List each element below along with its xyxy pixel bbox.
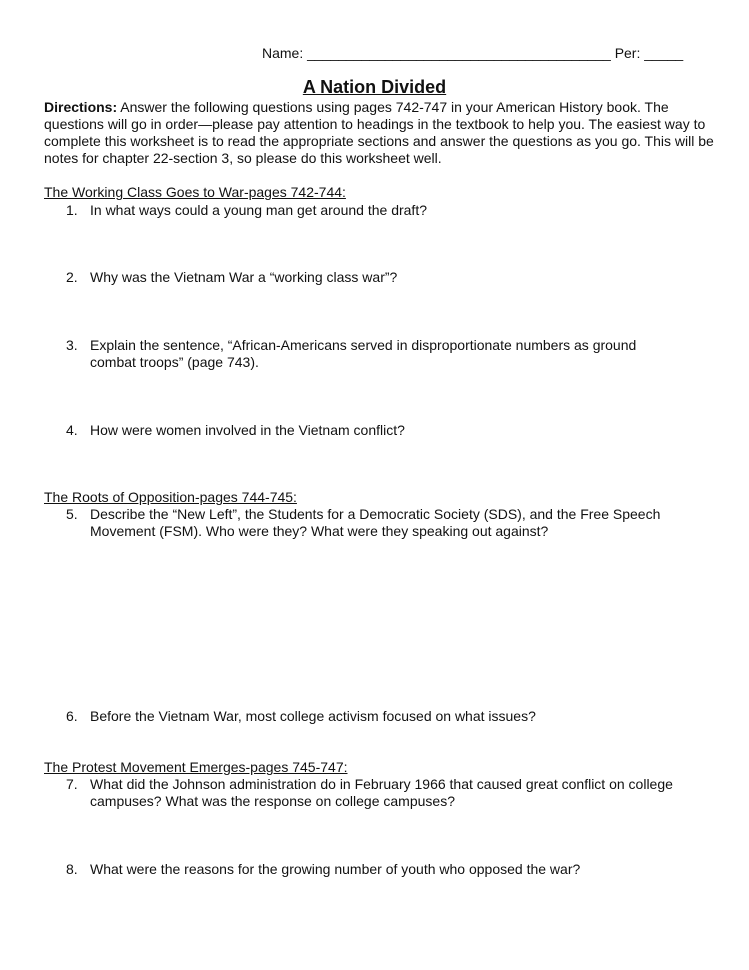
question-number: 3.	[66, 337, 78, 353]
directions-text: Answer the following questions using pages 742-747 in your American History book. The questions will go in order—please pay attention to headings in the textbook to help you. The easiest way to complete this worksheet is to read the appropriate sections and answer the questions as you go. This will be notes for chapter 22-section 3, so please do this worksheet well.	[44, 99, 714, 166]
question-number: 1.	[66, 202, 78, 218]
question-number: 2.	[66, 269, 78, 285]
question-1	[66, 202, 716, 219]
question-text: What were the reasons for the growing number of youth who opposed the war?	[90, 861, 581, 877]
question-number: 7.	[66, 776, 78, 792]
name-blank[interactable]: _______________________________________	[307, 45, 611, 61]
question-2	[66, 269, 716, 286]
question-text-continued: campuses? What was the response on college campuses?	[90, 793, 455, 809]
period-label: Per:	[614, 45, 641, 61]
question-5	[66, 506, 716, 540]
section-heading-protest-movement: The Protest Movement Emerges-pages 745-747:	[44, 759, 348, 775]
directions-label: Directions:	[44, 99, 118, 115]
question-text: How were women involved in the Vietnam conflict?	[90, 422, 405, 438]
question-text: Explain the sentence, “African-Americans served in disproportionate numbers as ground	[90, 337, 637, 353]
question-6	[66, 708, 716, 725]
worksheet-title: A Nation Divided	[302, 77, 447, 97]
question-8	[66, 861, 716, 878]
question-text: Describe the “New Left”, the Students for a Democratic Society (SDS), and the Free Speech	[90, 506, 661, 522]
question-number: 6.	[66, 708, 78, 724]
question-number: 8.	[66, 861, 78, 877]
question-text-continued: Movement (FSM). Who were they? What were they speaking out against?	[90, 523, 549, 539]
question-text: Before the Vietnam War, most college activism focused on what issues?	[90, 708, 536, 724]
section-heading-roots-of-opposition: The Roots of Opposition-pages 744-745:	[44, 489, 297, 505]
name-period-header	[262, 45, 683, 61]
question-4	[66, 422, 716, 439]
question-7	[66, 776, 716, 810]
question-text: In what ways could a young man get around the draft?	[90, 202, 427, 218]
question-text: Why was the Vietnam War a “working class war”?	[90, 269, 398, 285]
directions-paragraph	[44, 99, 714, 167]
question-number: 4.	[66, 422, 78, 438]
question-number: 5.	[66, 506, 78, 522]
period-blank[interactable]: _____	[644, 45, 684, 61]
section-heading-working-class: The Working Class Goes to War-pages 742-744:	[44, 184, 346, 200]
question-text: What did the Johnson administration do in February 1966 that caused great conflict on college	[90, 776, 673, 792]
question-text-continued: combat troops” (page 743).	[90, 354, 259, 370]
name-label: Name:	[262, 45, 304, 61]
question-3	[66, 337, 716, 371]
